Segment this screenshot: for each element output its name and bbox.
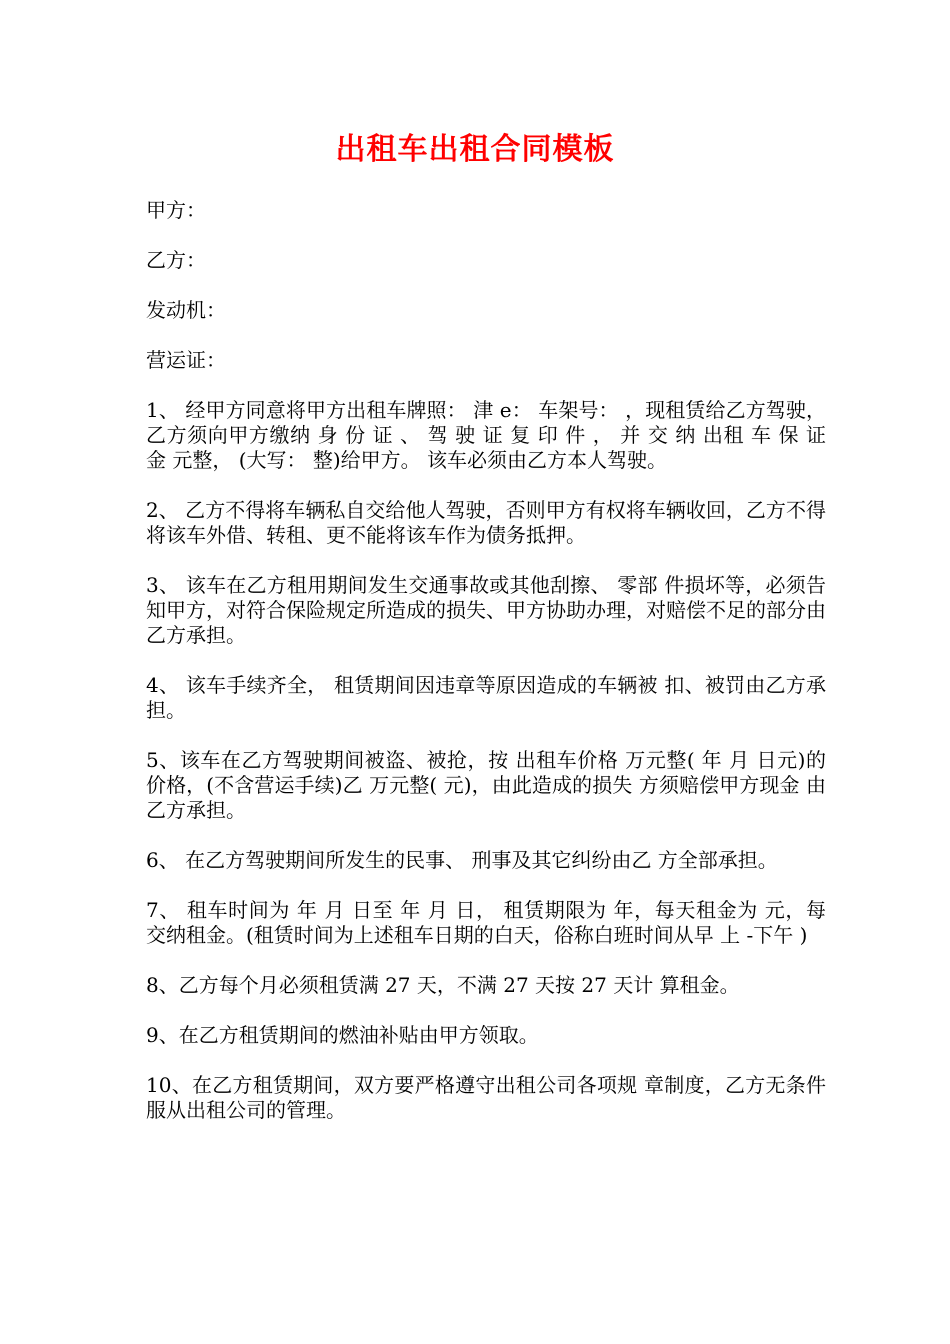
clause-8: 8、乙方每个月必须租赁满 27 天，不满 27 天按 27 天计 算租金。 <box>146 973 740 997</box>
engine-line: 发动机： <box>146 298 226 322</box>
clause-4: 4、 该车手续齐全， 租赁期间因违章等原因造成的车辆被 扣、被罚由乙方承担。 <box>146 673 826 722</box>
clause-10: 10、在乙方租赁期间，双方要严格遵守出租公司各项规 章制度，乙方无条件服从出租公司的管理。 <box>146 1073 826 1122</box>
party-b-line: 乙方： <box>146 248 206 272</box>
operating-license-line: 营运证： <box>146 348 226 372</box>
party-a-line: 甲方： <box>146 198 206 222</box>
clause-9: 9、在乙方租赁期间的燃油补贴由甲方领取。 <box>146 1023 539 1047</box>
document-body <box>146 198 826 1148</box>
clause-5: 5、该车在乙方驾驶期间被盗、被抢，按 出租车价格 万元整( 年 月 日元)的价格，(不含营运手续)乙 万元整( 元)，由此造成的损失 方须赔偿甲方现金 由乙方承担。 <box>146 748 826 822</box>
clause-1: 1、 经甲方同意将甲方出租车牌照： 津 e： 车架号： ，现租赁给乙方驾驶，乙方须向甲方缴纳 身 份 证 、 驾 驶 证 复 印 件 ， 并 交 纳 出租 车 保 证 金 元整， (大写： 整)给甲方。 该车必须由乙方本人驾驶。 <box>146 398 826 472</box>
clause-3: 3、 该车在乙方租用期间发生交通事故或其他刮擦、 零部 件损坏等，必须告知甲方，对符合保险规定所造成的损失、甲方协助办理，对赔偿不足的部分由乙方承担。 <box>146 573 826 647</box>
clause-2: 2、 乙方不得将车辆私自交给他人驾驶，否则甲方有权将车辆收回，乙方不得将该车外借、转租、更不能将该车作为债务抵押。 <box>146 498 826 547</box>
clause-6: 6、 在乙方驾驶期间所发生的民事、 刑事及其它纠纷由乙 方全部承担。 <box>146 848 778 872</box>
document-title: 出租车出租合同模板 <box>335 132 615 167</box>
clause-7: 7、 租车时间为 年 月 日至 年 月 日， 租赁期限为 年，每天租金为 元，每 交纳租金。(租赁时间为上述租车日期的白天，俗称白班时间从早 上 -下午 ) <box>146 898 826 947</box>
